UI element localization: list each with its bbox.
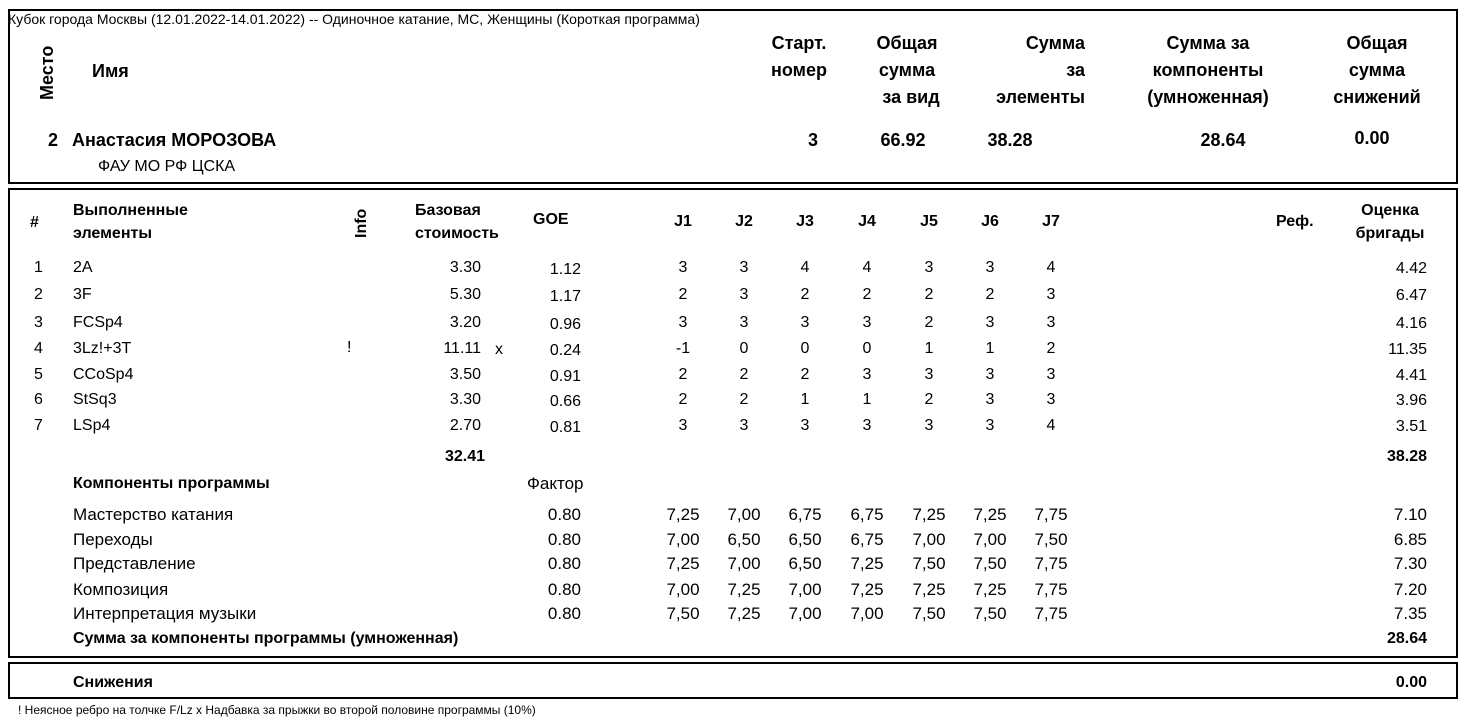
element-judge-score: 2 xyxy=(800,366,810,383)
component-judge-score: 7,00 xyxy=(666,530,700,549)
element-num: 5 xyxy=(34,366,43,383)
element-judge-score: 3 xyxy=(1046,366,1056,383)
components-header: Компоненты программы xyxy=(73,475,270,492)
component-judge-score: 7,00 xyxy=(727,554,761,573)
name-header: Имя xyxy=(92,61,129,81)
component-judge-score: 6,75 xyxy=(788,505,822,524)
element-judge-score: 3 xyxy=(739,286,749,303)
element-judge-score: 2 xyxy=(924,286,934,303)
element-judge-score: 3 xyxy=(924,417,934,434)
element-goe: 0.96 xyxy=(549,316,581,333)
element-goe: 0.24 xyxy=(549,342,581,359)
component-name: Переходы xyxy=(73,530,153,549)
elements-sum-header: Сумма за элементы xyxy=(996,33,1085,107)
component-judge-score: 7,75 xyxy=(1034,604,1068,623)
component-judge-score: 7,50 xyxy=(912,554,946,573)
skater-elements-score: 38.28 xyxy=(987,130,1033,150)
skater-place: 2 xyxy=(48,130,59,150)
total-header: Общая сумма за вид xyxy=(876,33,940,107)
component-name: Интерпретация музыки xyxy=(73,604,257,623)
element-num: 1 xyxy=(34,259,43,276)
element-judge-score: 3 xyxy=(924,366,934,383)
element-judge-score: 2 xyxy=(678,286,688,303)
component-judge-score: 7,00 xyxy=(788,604,822,623)
element-num: 7 xyxy=(34,417,43,434)
element-judge-score: 1 xyxy=(985,340,995,357)
judge-header-3: J3 xyxy=(796,213,814,230)
element-num: 6 xyxy=(34,391,43,408)
element-panel-score: 4.41 xyxy=(1395,367,1427,384)
component-judge-score: 7,75 xyxy=(1034,505,1068,524)
element-judge-score: 3 xyxy=(985,391,995,408)
component-judge-score: 7,75 xyxy=(1034,554,1068,573)
element-judge-score: 2 xyxy=(985,286,995,303)
element-judge-score: 3 xyxy=(862,417,872,434)
judge-header-7: J7 xyxy=(1042,213,1060,230)
element-base: 11.11 xyxy=(443,340,481,357)
element-judge-score: 3 xyxy=(862,314,872,331)
num-header: # xyxy=(30,214,39,231)
goe-header: GOE xyxy=(533,211,569,228)
component-judge-score: 7,00 xyxy=(727,505,761,524)
component-judge-score: 7,50 xyxy=(666,604,700,623)
element-judge-score: 2 xyxy=(862,286,872,303)
component-judge-score: 7,00 xyxy=(973,530,1007,549)
component-judge-score: 7,00 xyxy=(788,580,822,599)
components-total-label: Сумма за компоненты программы (умноженная) xyxy=(73,630,459,647)
skater-name: Анастасия МОРОЗОВА xyxy=(72,130,277,150)
element-judge-score: 3 xyxy=(678,314,688,331)
skater-deductions: 0.00 xyxy=(1354,128,1390,148)
element-name: CCoSp4 xyxy=(73,366,134,383)
element-judge-score: 0 xyxy=(800,340,810,357)
element-judge-score: 2 xyxy=(924,314,934,331)
base-header: Базовая стоимость xyxy=(415,202,499,242)
element-judge-score: 3 xyxy=(678,417,688,434)
skater-club: ФАУ МО РФ ЦСКА xyxy=(98,158,236,175)
element-judge-score: 4 xyxy=(1046,259,1056,276)
element-panel-score: 11.35 xyxy=(1388,341,1427,358)
factor-header: Фактор xyxy=(527,474,584,493)
element-judge-score: 3 xyxy=(924,259,934,276)
component-judge-score: 7,50 xyxy=(912,604,946,623)
component-judge-score: 7,00 xyxy=(666,580,700,599)
component-factor: 0.80 xyxy=(547,530,581,549)
judge-header-6: J6 xyxy=(981,213,999,230)
info-header: Info xyxy=(353,208,370,238)
component-name: Мастерство катания xyxy=(73,505,234,524)
deductions-value: 0.00 xyxy=(1395,674,1427,691)
element-base: 3.30 xyxy=(449,391,481,408)
element-judge-score: 4 xyxy=(800,259,810,276)
component-judge-score: 7,75 xyxy=(1034,580,1068,599)
component-judge-score: 7,25 xyxy=(912,505,946,524)
element-panel-score: 4.42 xyxy=(1395,260,1427,277)
element-panel-score: 3.96 xyxy=(1395,392,1427,409)
element-judge-score: 1 xyxy=(862,391,872,408)
element-judge-score: 3 xyxy=(739,417,749,434)
competition-title: Кубок города Москвы (12.01.2022-14.01.2022) -- Одиночное катание, МС, Женщины (Короткая программа) xyxy=(8,11,700,27)
component-judge-score: 7,25 xyxy=(850,554,884,573)
element-judge-score: 3 xyxy=(985,314,995,331)
component-judge-score: 7,25 xyxy=(973,580,1007,599)
element-goe: 0.66 xyxy=(549,393,581,410)
element-judge-score: 2 xyxy=(800,286,810,303)
component-name: Представление xyxy=(73,554,196,573)
element-base: 2.70 xyxy=(449,417,481,434)
element-judge-score: -1 xyxy=(675,340,691,357)
element-name: FCSp4 xyxy=(73,314,123,331)
element-base: 5.30 xyxy=(449,286,481,303)
component-judge-score: 7,50 xyxy=(973,604,1007,623)
element-panel-score: 4.16 xyxy=(1395,315,1427,332)
element-name: 3F xyxy=(73,286,92,303)
start-no-header: Старт. номер xyxy=(771,33,827,80)
element-bonus-mark: x xyxy=(495,341,503,358)
skater-components-score: 28.64 xyxy=(1200,130,1246,150)
element-judge-score: 2 xyxy=(739,391,749,408)
element-judge-score: 3 xyxy=(800,417,810,434)
element-judge-score: 0 xyxy=(862,340,872,357)
elements-total: 38.28 xyxy=(1386,448,1427,465)
component-judge-score: 7,25 xyxy=(666,505,700,524)
element-name: StSq3 xyxy=(73,391,117,408)
element-base: 3.20 xyxy=(449,314,481,331)
footnote: ! Неясное ребро на толчке F/Lz x Надбавка за прыжки во второй половине программы (10%) xyxy=(18,703,536,717)
element-judge-score: 2 xyxy=(924,391,934,408)
executed-header: Выполненные элементы xyxy=(73,202,188,242)
component-judge-score: 7,25 xyxy=(912,580,946,599)
ref-header: Реф. xyxy=(1276,213,1314,230)
skater-total: 66.92 xyxy=(880,130,926,150)
component-score: 6.85 xyxy=(1393,530,1427,549)
deductions-label: Снижения xyxy=(73,674,153,691)
component-judge-score: 7,25 xyxy=(850,580,884,599)
element-name: LSp4 xyxy=(73,417,111,434)
element-judge-score: 2 xyxy=(739,366,749,383)
judge-header-1: J1 xyxy=(674,213,692,230)
component-judge-score: 7,50 xyxy=(1034,530,1068,549)
element-judge-score: 3 xyxy=(985,366,995,383)
element-info: ! xyxy=(347,339,352,356)
element-panel-score: 3.51 xyxy=(1395,418,1427,435)
element-goe: 0.81 xyxy=(549,419,581,436)
element-goe: 1.17 xyxy=(549,288,581,305)
component-score: 7.10 xyxy=(1393,505,1427,524)
element-judge-score: 2 xyxy=(1046,340,1056,357)
base-total: 32.41 xyxy=(444,448,485,465)
element-judge-score: 3 xyxy=(739,259,749,276)
skater-start-no: 3 xyxy=(807,130,818,150)
component-factor: 0.80 xyxy=(547,554,581,573)
component-judge-score: 7,25 xyxy=(727,604,761,623)
element-num: 3 xyxy=(34,314,43,331)
component-judge-score: 7,25 xyxy=(727,580,761,599)
element-panel-score: 6.47 xyxy=(1395,287,1427,304)
element-judge-score: 3 xyxy=(1046,391,1056,408)
component-judge-score: 6,50 xyxy=(788,554,822,573)
element-goe: 0.91 xyxy=(549,368,581,385)
deductions-header: Общая сумма снижений xyxy=(1333,33,1421,107)
element-judge-score: 1 xyxy=(924,340,934,357)
element-judge-score: 3 xyxy=(678,259,688,276)
element-judge-score: 3 xyxy=(1046,286,1056,303)
component-score: 7.30 xyxy=(1393,554,1427,573)
element-judge-score: 3 xyxy=(739,314,749,331)
component-score: 7.20 xyxy=(1393,580,1427,599)
element-judge-score: 2 xyxy=(678,391,688,408)
component-judge-score: 6,75 xyxy=(850,505,884,524)
component-score: 7.35 xyxy=(1393,604,1427,623)
element-judge-score: 3 xyxy=(862,366,872,383)
judge-header-2: J2 xyxy=(735,213,753,230)
element-base: 3.30 xyxy=(449,259,481,276)
deductions-box xyxy=(8,662,1458,699)
element-goe: 1.12 xyxy=(549,261,581,278)
element-judge-score: 1 xyxy=(800,391,810,408)
element-judge-score: 2 xyxy=(678,366,688,383)
component-judge-score: 6,50 xyxy=(727,530,761,549)
element-name: 3Lz!+3T xyxy=(73,340,132,357)
component-factor: 0.80 xyxy=(547,580,581,599)
component-factor: 0.80 xyxy=(547,604,581,623)
element-judge-score: 3 xyxy=(1046,314,1056,331)
element-judge-score: 4 xyxy=(1046,417,1056,434)
element-judge-score: 0 xyxy=(739,340,749,357)
element-judge-score: 3 xyxy=(985,417,995,434)
panel-header: Оценка бригады xyxy=(1355,202,1425,242)
component-name: Композиция xyxy=(73,580,169,599)
judge-header-4: J4 xyxy=(858,213,876,230)
component-judge-score: 6,50 xyxy=(788,530,822,549)
component-judge-score: 6,75 xyxy=(850,530,884,549)
component-judge-score: 7,25 xyxy=(973,505,1007,524)
judge-header-5: J5 xyxy=(920,213,938,230)
element-name: 2A xyxy=(73,259,93,276)
components-sum-header: Сумма за компоненты (умноженная) xyxy=(1147,33,1269,107)
component-judge-score: 7,00 xyxy=(850,604,884,623)
components-total: 28.64 xyxy=(1386,630,1427,647)
component-factor: 0.80 xyxy=(547,505,581,524)
element-judge-score: 3 xyxy=(985,259,995,276)
element-judge-score: 4 xyxy=(862,259,872,276)
element-judge-score: 3 xyxy=(800,314,810,331)
element-base: 3.50 xyxy=(449,366,481,383)
component-judge-score: 7,50 xyxy=(973,554,1007,573)
element-num: 2 xyxy=(34,286,43,303)
element-num: 4 xyxy=(34,340,43,357)
component-judge-score: 7,25 xyxy=(666,554,700,573)
component-judge-score: 7,00 xyxy=(912,530,946,549)
place-header: Место xyxy=(37,45,57,100)
